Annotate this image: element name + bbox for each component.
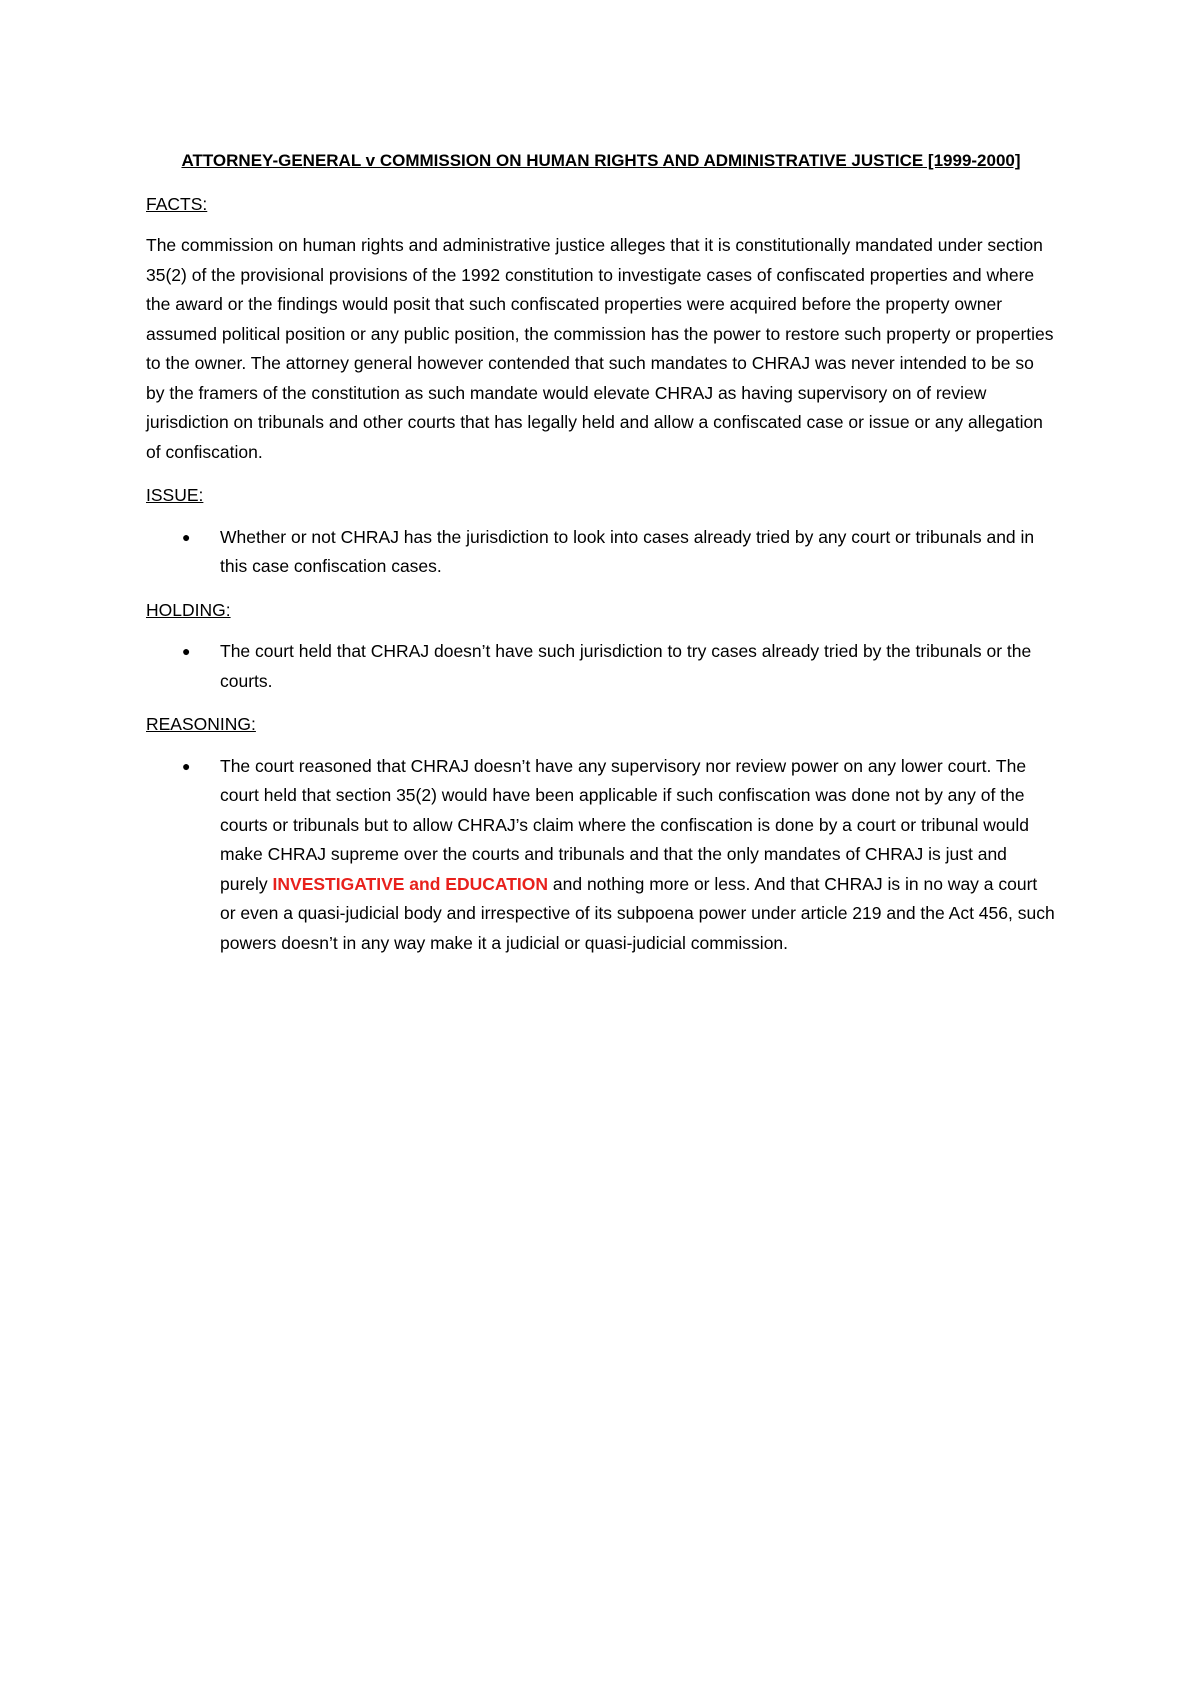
holding-text: The court held that CHRAJ doesn’t have such jurisdiction to try cases already tried by the tribunals or the courts. — [220, 641, 1032, 691]
reasoning-text-end: and nothing more or less. And that CHRAJ is in no way a court or even a quasi-judicial body and irrespective of its subpoena power under article 219 and the Act 456, such powers doesn’t in any way make it a judicial or quasi-judicial commission. — [220, 873, 1055, 953]
document-page — [146, 146, 1056, 972]
reasoning-section — [146, 710, 1056, 958]
reasoning-text-start: The court reasoned that CHRAJ doesn’t have any supervisory nor review power on any lower court. The court held that section 35(2) would have been applicable if such confiscation was done not by any of the courts or tribunals but to allow CHRAJ’s claim where the confiscation is done by a court or tribunal would make CHRAJ supreme over the courts and tribunals and that the only mandates of CHRAJ is just and purely — [220, 755, 1029, 894]
reasoning-text — [220, 756, 1055, 953]
facts-heading: FACTS: — [146, 193, 208, 214]
issue-heading: ISSUE: — [146, 485, 204, 505]
reasoning-highlight: INVESTIGATIVE and EDUCATION — [272, 873, 549, 894]
reasoning-list-item — [146, 752, 1056, 959]
reasoning-heading: REASONING: — [146, 714, 256, 734]
issue-list — [146, 523, 1056, 582]
reasoning-list — [146, 752, 1056, 959]
case-title: ATTORNEY-GENERAL v COMMISSION ON HUMAN RIGHTS AND ADMINISTRATIVE JUSTICE [1999-2000] — [181, 151, 1021, 170]
facts-section — [146, 190, 1056, 468]
holding-heading: HOLDING: — [146, 599, 231, 620]
facts-text: The commission on human rights and administrative justice alleges that it is constitutionally mandated under section 35(2) of the provisional provisions of the 1992 constitution to investigate cases of confiscated properties and where the award or the findings would posit that such confiscated properties were acquired before the property owner assumed political position or any public position, the commission has the power to restore such property or properties to the owner. The attorney general however contended that such mandates to CHRAJ was never intended to be so by the framers of the constitution as such mandate would elevate CHRAJ as having supervisory on of review jurisdiction on tribunals and other courts that has legally held and allow a confiscated case or issue or any allegation of confiscation. — [146, 235, 1054, 462]
issue-list-item — [146, 523, 1056, 582]
bullet-icon: ● — [182, 643, 191, 659]
holding-list — [146, 637, 1056, 696]
issue-section — [146, 481, 1056, 582]
bullet-icon: ● — [182, 757, 191, 774]
holding-list-item — [146, 637, 1056, 696]
bullet-icon: ● — [182, 528, 191, 545]
holding-section — [146, 596, 1056, 697]
issue-text: Whether or not CHRAJ has the jurisdiction to look into cases already tried by any court or tribunals and in this case confiscation cases. — [220, 526, 1035, 576]
